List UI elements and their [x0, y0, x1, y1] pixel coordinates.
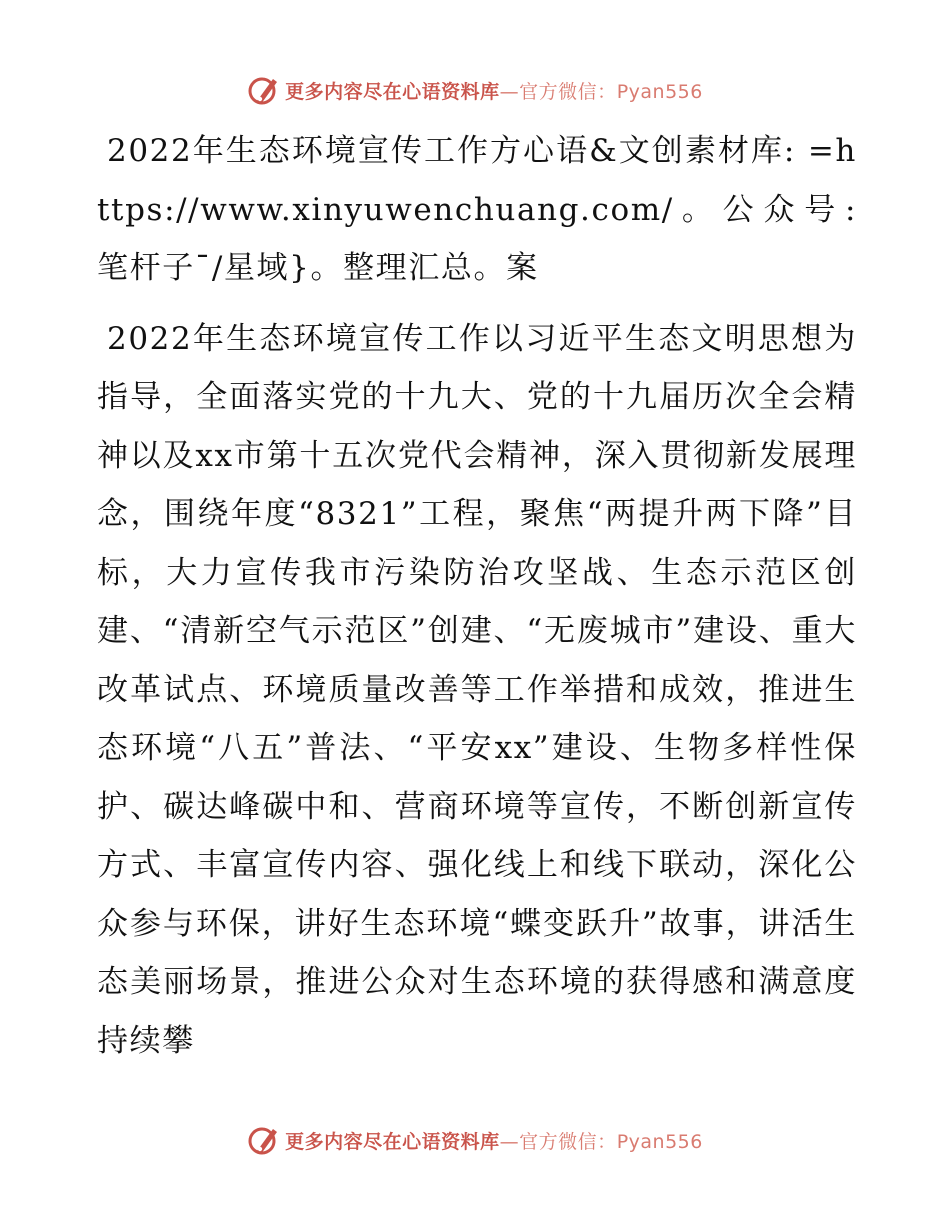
watermark-wechat-id: Pyan556: [616, 1130, 703, 1153]
footer-watermark: [0, 1120, 950, 1160]
pen-nib-circle-logo-icon: [247, 1123, 281, 1157]
watermark-dash: —: [499, 1130, 520, 1153]
document-body: [97, 122, 857, 1070]
watermark-main: 更多内容尽在心语资料库: [285, 1130, 500, 1153]
watermark-text: [285, 1127, 703, 1154]
watermark-main: 更多内容尽在心语资料库: [285, 80, 500, 103]
paragraph-header-note: 2022年生态环境宣传工作方心语&文创素材库: =https://www.xinyuwenchuang.com/。公众号: 笔杆子¯/星域}。整理汇总。案: [97, 133, 857, 286]
watermark-wechat-id: Pyan556: [616, 80, 703, 103]
watermark-wechat-label: 官方微信：: [519, 1130, 617, 1153]
watermark-wechat-label: 官方微信：: [519, 80, 617, 103]
header-watermark: [0, 70, 950, 110]
watermark-text: [285, 77, 703, 104]
paragraph-main: 2022年生态环境宣传工作以习近平生态文明思想为指导，全面落实党的十九大、党的十九届历次全会精神以及xx市第十五次党代会精神，深入贯彻新发展理念，围绕年度“8321”工程，聚焦“两提升两下降”目标，大力宣传我市污染防治攻坚战、生态示范区创建、“清新空气示范区”创建、“无废城市”建设、重大改革试点、环境质量改善等工作举措和成效，推进生态环境“八五”普法、“平安xx”建设、生物多样性保护、碳达峰碳中和、营商环境等宣传，不断创新宣传方式、丰富宣传内容、强化线上和线下联动，深化公众参与环保，讲好生态环境“蝶变跃升”故事，讲活生态美丽场景，推进公众对生态环境的获得感和满意度持续攀: [97, 320, 857, 1059]
watermark-dash: —: [499, 80, 520, 103]
pen-nib-circle-logo-icon: [247, 73, 281, 107]
